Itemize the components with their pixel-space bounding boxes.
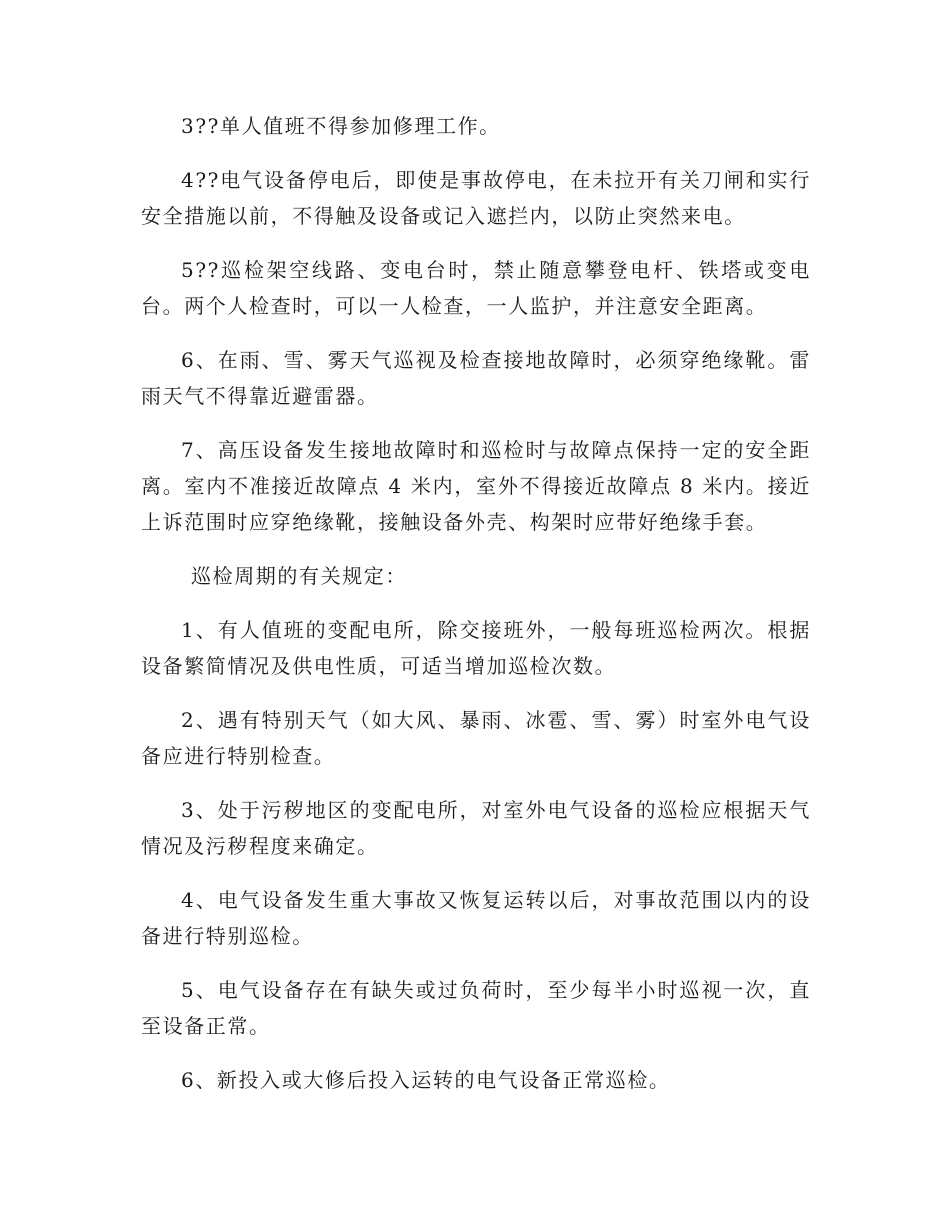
paragraph-rule-7: 7、高压设备发生接地故障时和巡检时与故障点保持一定的安全距离。室内不准接近故障点 4 米内，室外不得接近故障点 8 米内。接近上诉范围时应穿绝缘靴，接触设备外壳、构架时应带好绝缘手套。 bbox=[141, 438, 811, 534]
paragraph-cycle-1: 1、有人值班的变配电所，除交接班外，一般每班巡检两次。根据设备繁简情况及供电性质，可适当增加巡检次数。 bbox=[141, 618, 811, 678]
paragraph-cycle-2: 2、遇有特别天气（如大风、暴雨、冰雹、雪、雾）时室外电气设备应进行特别检查。 bbox=[141, 708, 811, 768]
paragraph-cycle-6: 6、新投入或大修后投入运转的电气设备正常巡检。 bbox=[181, 1068, 671, 1092]
paragraph-rule-3: 3??单人值班不得参加修理工作。 bbox=[181, 114, 501, 138]
section-heading: 巡检周期的有关规定： bbox=[191, 564, 407, 588]
paragraph-rule-5: 5??巡检架空线路、变电台时，禁止随意攀登电杆、铁塔或变电台。两个人检查时，可以一人检查，一人监护，并注意安全距离。 bbox=[141, 258, 811, 318]
paragraph-rule-4: 4??电气设备停电后，即使是事故停电，在未拉开有关刀闸和实行安全措施以前，不得触及设备或记入遮拦内，以防止突然来电。 bbox=[141, 168, 811, 228]
paragraph-rule-6: 6、在雨、雪、雾天气巡视及检查接地故障时，必须穿绝缘靴。雷雨天气不得靠近避雷器。 bbox=[141, 348, 811, 408]
paragraph-cycle-5: 5、电气设备存在有缺失或过负荷时，至少每半小时巡视一次，直至设备正常。 bbox=[141, 978, 811, 1038]
paragraph-cycle-4: 4、电气设备发生重大事故又恢复运转以后，对事故范围以内的设备进行特别巡检。 bbox=[141, 888, 811, 948]
paragraph-cycle-3: 3、处于污秽地区的变配电所，对室外电气设备的巡检应根据天气情况及污秽程度来确定。 bbox=[141, 798, 811, 858]
document-body bbox=[141, 108, 811, 1116]
